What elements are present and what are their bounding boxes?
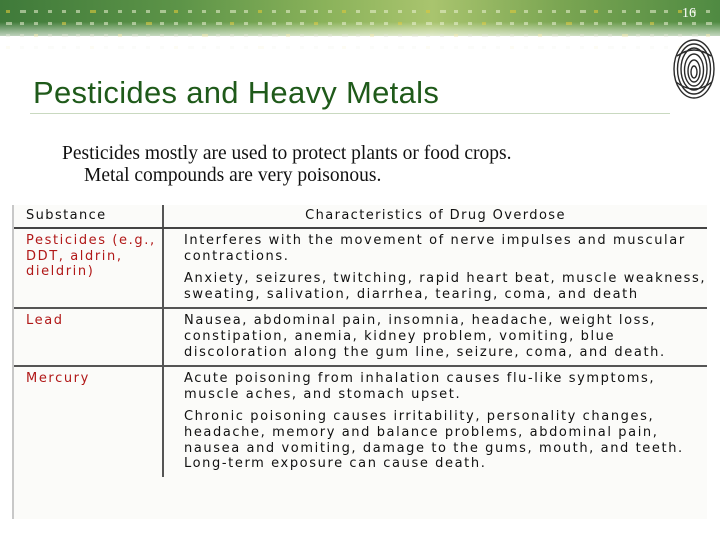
header-substance: Substance xyxy=(14,205,163,228)
characteristics-text: Acute poisoning from inhalation causes flu-like symptoms, muscle aches, and stomach upset. xyxy=(184,371,656,402)
overdose-table xyxy=(12,205,707,519)
characteristics-text: Nausea, abdominal pain, insomnia, headache, weight loss, constipation, anemia, kidney problem, vomiting, blue discoloration along the gum line, seizure, coma, and death. xyxy=(184,313,666,360)
characteristics-cell xyxy=(163,366,707,477)
characteristics-text: Interferes with the movement of nerve impulses and muscular contractions. xyxy=(184,233,686,264)
slide-number: 16 xyxy=(682,6,696,21)
body-text xyxy=(62,143,702,187)
characteristics-cell xyxy=(163,228,707,308)
decorative-banner xyxy=(0,0,720,62)
table-row xyxy=(14,308,707,366)
substance-cell: Mercury xyxy=(14,366,163,477)
substance-cell: Lead xyxy=(14,308,163,366)
characteristics-text: Chronic poisoning causes irritability, personality changes, headache, memory and balance problems, abdominal pain, nausea and vomiting, damage to the gums, mouth, and teeth. Long-term exposure can cause death. xyxy=(184,409,684,472)
characteristics-text: Anxiety, seizures, twitching, rapid heart beat, muscle weakness, sweating, salivation, diarrhea, tearing, coma, and death xyxy=(184,271,707,302)
fingerprint-icon xyxy=(671,36,717,102)
body-line-2: Metal compounds are very poisonous. xyxy=(84,165,382,186)
characteristics-cell xyxy=(163,308,707,366)
slide-title: Pesticides and Heavy Metals xyxy=(33,75,440,110)
header-characteristics: Characteristics of Drug Overdose xyxy=(163,205,707,228)
banner-fade xyxy=(0,22,720,62)
table-row xyxy=(14,366,707,477)
title-underline xyxy=(30,113,670,114)
table-row xyxy=(14,228,707,308)
substance-cell: Pesticides (e.g., DDT, aldrin, dieldrin) xyxy=(14,228,163,308)
body-line-1: Pesticides mostly are used to protect plants or food crops. xyxy=(62,143,512,164)
